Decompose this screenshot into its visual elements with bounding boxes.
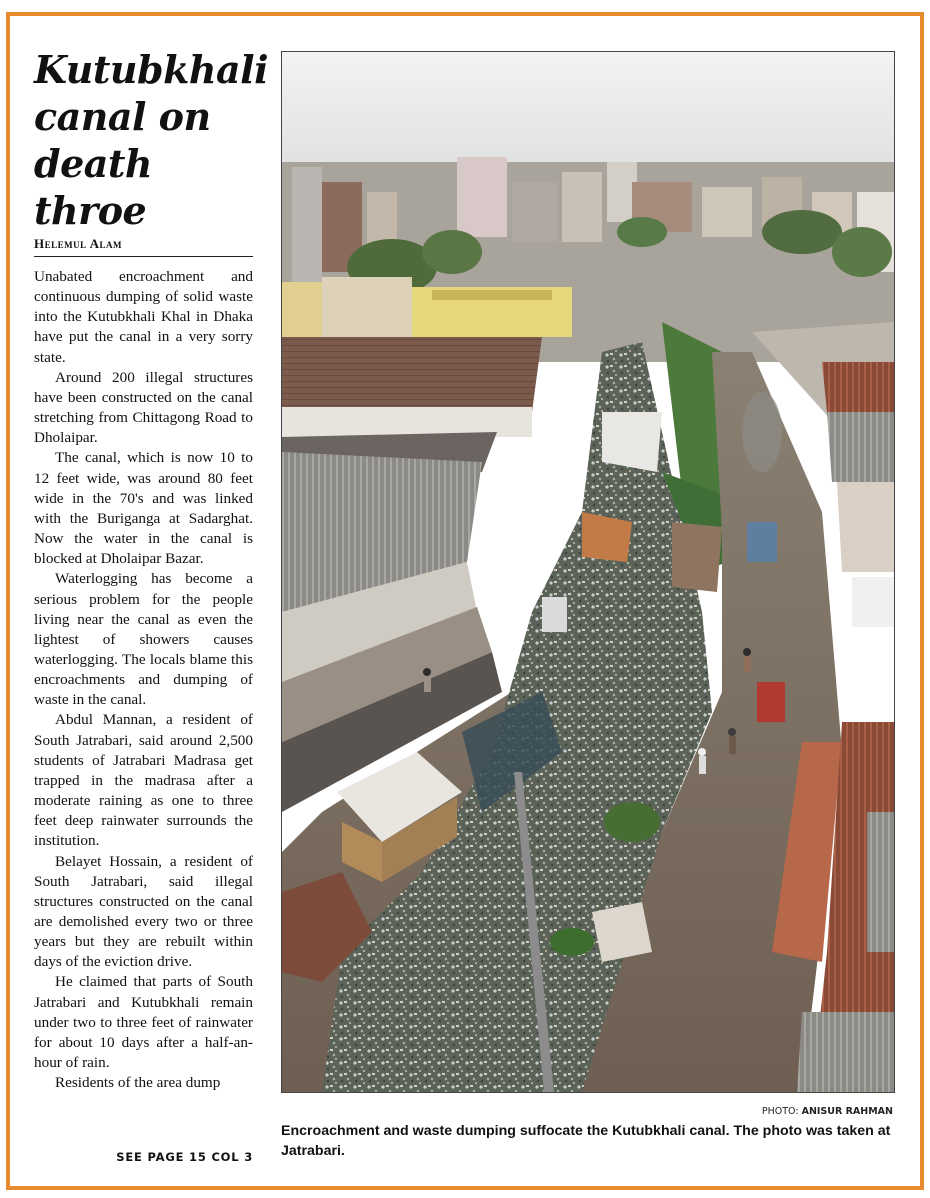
article-column [34,46,269,1093]
photo-caption: Encroachment and waste dumping suffocate the Kutubkhali canal. The photo was taken at Jatrabari. [281,1123,891,1159]
continued-jump-line: SEE PAGE 15 COL 3 [116,1150,253,1164]
article-body [34,267,253,1093]
paragraph: Abdul Mannan, a resident of South Jatrabari, said around 2,500 students of Jatrabari Madrasa get trapped in the madrasa after a moderate raining as one to three feet deep rainwater surrounds the institution. [34,711,253,850]
paragraph: Waterlogging has become a serious problem for the people living near the canal as even the lightest of showers causes waterlogging. The locals blame this encroachments and dumping of waste in the canal. [34,570,253,709]
headline: Kutubkhali canal on death throe [34,47,269,233]
photo-credit [281,1106,893,1117]
photo-credit-label: PHOTO: [761,1106,799,1117]
paragraph: Around 200 illegal structures have been constructed on the canal stretching from Chittagong Road to Dholaipar. [34,368,253,447]
byline: Helemul Alam [34,236,253,257]
paragraph: Residents of the area dump [55,1074,221,1092]
paragraph: Belayet Hossain, a resident of South Jatrabari, said illegal structures constructed on the canal are demolished every two or three years but they are rebuilt within days of the eviction drive. [34,852,253,971]
paragraph: He claimed that parts of South Jatrabari and Kutubkhali remain under two to three feet of rainwater for about 10 days after a half-an-hour of rain. [34,973,253,1072]
photo-credit-name: ANISUR RAHMAN [801,1106,893,1117]
canal-photo [281,51,895,1093]
paragraph: Unabated encroachment and continuous dumping of solid waste into the Kutubkhali Khal in Dhaka have put the canal in a very sorry state. [34,268,253,366]
paragraph: The canal, which is now 10 to 12 feet wide, was around 80 feet wide in the 70's and was linked with the Buriganga at Sadarghat. Now the water in the canal is blocked at Dholaipar Bazar. [34,449,253,568]
